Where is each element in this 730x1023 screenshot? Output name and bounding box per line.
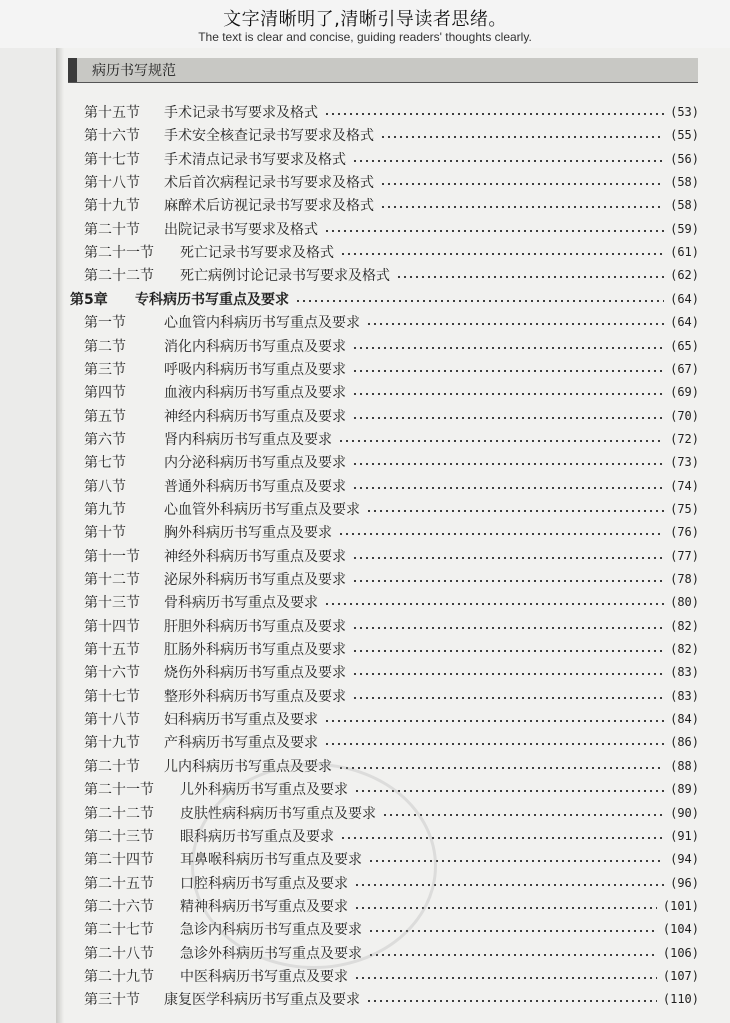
toc-entry-number: 第二十三节: [84, 828, 154, 845]
running-header-title: 病历书写规范: [92, 63, 176, 79]
toc-entry-number: 第八节: [84, 478, 126, 495]
toc-entry-number: 第五节: [84, 408, 126, 425]
toc-entry-title: 心血管外科病历书写重点及要求: [164, 501, 360, 518]
toc-dot-leader: [324, 113, 664, 115]
toc-page-number: (83): [670, 688, 699, 703]
toc-entry-title: 精神科病历书写重点及要求: [180, 898, 348, 915]
toc-entry-title: 骨科病历书写重点及要求: [164, 595, 318, 612]
toc-entry-number: 第六节: [84, 431, 126, 448]
toc-row: [84, 708, 699, 730]
toc-dot-leader: [366, 510, 664, 512]
toc-dot-leader: [366, 1000, 657, 1002]
toc-row: [84, 918, 699, 940]
toc-page-number: (76): [670, 525, 699, 540]
toc-row: [84, 755, 699, 777]
toc-entry-title: 消化内科病历书写重点及要求: [164, 338, 346, 355]
toc-row: [84, 171, 699, 193]
toc-page-number: (94): [670, 852, 699, 867]
toc-row: [84, 194, 699, 216]
toc-page-number: (58): [670, 198, 699, 213]
toc-row: [84, 218, 699, 240]
toc-page-number: (58): [670, 175, 699, 190]
toc-row: [84, 451, 699, 473]
toc-page-number: (64): [670, 291, 699, 306]
toc-entry-title: 麻醉术后访视记录书写要求及格式: [164, 198, 374, 215]
toc-page-number: (65): [670, 338, 699, 353]
toc-entry-title: 产科病历书写重点及要求: [164, 735, 318, 752]
toc-entry-title: 术后首次病程记录书写要求及格式: [164, 175, 374, 192]
toc-row: [84, 498, 699, 520]
toc-dot-leader: [352, 370, 664, 372]
toc-page-number: (73): [670, 455, 699, 470]
toc-page-number: (67): [670, 361, 699, 376]
toc-page-number: (53): [670, 105, 699, 119]
toc-row: [84, 148, 699, 170]
toc-entry-title: 死亡病例讨论记录书写要求及格式: [180, 268, 390, 285]
toc-entry-number: 第三十节: [84, 992, 140, 1009]
toc-dot-leader: [324, 720, 664, 722]
toc-page-number: (56): [670, 151, 699, 166]
toc-dot-leader: [380, 183, 664, 185]
toc-entry-title: 心血管内科病历书写重点及要求: [164, 315, 360, 332]
toc-dot-leader: [382, 814, 664, 816]
toc-row: [84, 475, 699, 497]
toc-row: [84, 825, 699, 847]
toc-page-number: (101): [662, 898, 699, 913]
toc-entry-title: 康复医学科病历书写重点及要求: [164, 992, 360, 1009]
toc-entry-number: 第二十节: [84, 758, 140, 775]
toc-entry-number: 第十二节: [84, 572, 140, 588]
toc-entry-title: 神经外科病历书写重点及要求: [164, 548, 346, 565]
toc-entry-number: 第十八节: [84, 175, 140, 192]
toc-dot-leader: [366, 323, 664, 325]
toc-page-number: (74): [670, 478, 699, 493]
toc-dot-leader: [352, 673, 664, 675]
toc-entry-title: 出院记录书写要求及格式: [164, 221, 318, 238]
toc-entry-title: 急诊外科病历书写重点及要求: [180, 945, 362, 962]
toc-row: [84, 615, 699, 637]
toc-entry-title: 泌尿外科病历书写重点及要求: [164, 572, 346, 588]
toc-chapter-row: [70, 288, 699, 310]
toc-page-number: (72): [670, 431, 699, 446]
toc-page-number: (55): [670, 128, 699, 143]
toc-page-number: (80): [670, 595, 699, 610]
toc-entry-number: 第七节: [84, 455, 126, 472]
toc-dot-leader: [368, 930, 657, 932]
toc-entry-number: 第十五节: [84, 642, 140, 659]
toc-entry-number: 第二十二节: [84, 268, 154, 285]
toc-entry-title: 手术安全核查记录书写要求及格式: [164, 128, 374, 145]
toc-entry-number: 第二十九节: [84, 968, 154, 985]
toc-entry-title: 口腔科病历书写重点及要求: [180, 875, 348, 892]
toc-dot-leader: [368, 954, 657, 956]
toc-row: [84, 778, 699, 800]
toc-entry-number: 第二十六节: [84, 898, 154, 915]
toc-entry-title: 妇科病历书写重点及要求: [164, 712, 318, 729]
toc-entry-title: 儿内科病历书写重点及要求: [164, 758, 332, 775]
promo-banner: [0, 0, 730, 48]
toc-entry-title: 神经内科病历书写重点及要求: [164, 408, 346, 425]
toc-page-number: (83): [670, 665, 699, 680]
toc-entry-title: 专科病历书写重点及要求: [135, 291, 289, 308]
toc-page-number: (84): [670, 712, 699, 727]
toc-entry-number: 第十七节: [84, 688, 140, 705]
toc-entry-number: 第十节: [84, 525, 126, 542]
toc-entry-title: 烧伤外科病历书写重点及要求: [164, 665, 346, 682]
toc-entry-number: 第二十二节: [84, 805, 154, 822]
toc-row: [84, 264, 699, 286]
toc-row: [84, 895, 699, 917]
toc-entry-number: 第二十节: [84, 221, 140, 238]
toc-entry-number: 第二十一节: [84, 245, 154, 262]
toc-entry-title: 死亡记录书写要求及格式: [180, 245, 334, 262]
toc-page-number: (75): [670, 501, 699, 516]
toc-row: [84, 661, 699, 683]
toc-entry-number: 第一节: [84, 315, 126, 332]
toc-row: [84, 872, 699, 894]
toc-dot-leader: [338, 440, 664, 442]
toc-entry-number: 第十七节: [84, 151, 140, 168]
toc-page-number: (61): [670, 245, 699, 260]
toc-dot-leader: [354, 977, 657, 979]
toc-row: [84, 335, 699, 357]
toc-dot-leader: [396, 276, 664, 278]
toc-entry-title: 内分泌科病历书写重点及要求: [164, 455, 346, 472]
toc-page-number: (107): [662, 968, 699, 983]
toc-dot-leader: [352, 650, 664, 652]
toc-page-number: (82): [670, 618, 699, 633]
toc-entry-number: 第三节: [84, 361, 126, 378]
toc-page-number: (69): [670, 385, 699, 400]
toc-row: [84, 848, 699, 870]
toc-page-number: (64): [670, 315, 699, 330]
toc-page-number: (78): [670, 572, 699, 586]
toc-entry-number: 第二十八节: [84, 945, 154, 962]
toc-row: [84, 568, 699, 590]
toc-row: [84, 685, 699, 707]
toc-row: [84, 521, 699, 543]
toc-row: [84, 428, 699, 450]
toc-page-number: (77): [670, 548, 699, 563]
toc-dot-leader: [354, 884, 664, 886]
toc-row: [84, 942, 699, 964]
toc-entry-title: 血液内科病历书写重点及要求: [164, 385, 346, 402]
toc-row: [84, 545, 699, 567]
toc-entry-title: 胸外科病历书写重点及要求: [164, 525, 332, 542]
toc-dot-leader: [340, 253, 664, 255]
toc-page-number: (110): [662, 992, 699, 1007]
toc-entry-number: 第十一节: [84, 548, 140, 565]
toc-page-number: (106): [662, 945, 699, 960]
toc-entry-title: 儿外科病历书写重点及要求: [180, 782, 348, 799]
toc-row: [84, 988, 699, 1010]
toc-dot-leader: [324, 603, 664, 605]
toc-page-number: (70): [670, 408, 699, 423]
toc-row: [84, 731, 699, 753]
toc-entry-title: 呼吸内科病历书写重点及要求: [164, 361, 346, 378]
toc-row: [84, 381, 699, 403]
toc-entry-title: 肛肠外科病历书写重点及要求: [164, 642, 346, 659]
toc-dot-leader: [352, 417, 664, 419]
toc-entry-number: 第十九节: [84, 198, 140, 215]
toc-entry-title: 肾内科病历书写重点及要求: [164, 431, 332, 448]
toc-page-number: (104): [662, 922, 699, 937]
toc-dot-leader: [368, 860, 664, 862]
toc-entry-title: 普通外科病历书写重点及要求: [164, 478, 346, 495]
toc-dot-leader: [352, 627, 664, 629]
toc-dot-leader: [354, 790, 664, 792]
banner-title: 文字清晰明了,清晰引导读者思绪。: [223, 9, 507, 30]
toc-dot-leader: [352, 160, 664, 162]
toc-entry-number: 第5章: [70, 291, 108, 308]
toc-row: [84, 101, 699, 123]
toc-dot-leader: [352, 697, 664, 699]
toc-row: [84, 124, 699, 146]
toc-entry-number: 第二节: [84, 338, 126, 355]
toc-entry-number: 第九节: [84, 501, 126, 518]
toc-row: [84, 591, 699, 613]
toc-row: [84, 311, 699, 333]
toc-entry-title: 耳鼻喉科病历书写重点及要求: [180, 852, 362, 869]
book-page: [56, 48, 730, 1023]
toc-dot-leader: [324, 230, 664, 232]
toc-dot-leader: [338, 767, 664, 769]
toc-page-number: (59): [670, 221, 699, 236]
toc-entry-number: 第十九节: [84, 735, 140, 752]
toc-row: [84, 405, 699, 427]
toc-dot-leader: [352, 487, 664, 489]
toc-entry-number: 第十八节: [84, 712, 140, 729]
toc-entry-title: 手术清点记录书写要求及格式: [164, 151, 346, 168]
toc-entry-number: 第四节: [84, 385, 126, 402]
toc-dot-leader: [324, 743, 664, 745]
toc-entry-title: 中医科病历书写重点及要求: [180, 968, 348, 985]
toc-row: [84, 358, 699, 380]
toc-entry-title: 手术记录书写要求及格式: [164, 105, 318, 121]
toc-dot-leader: [380, 136, 664, 138]
toc-entry-title: 眼科病历书写重点及要求: [180, 828, 334, 845]
toc-page-number: (62): [670, 268, 699, 283]
toc-page-number: (88): [670, 758, 699, 773]
toc-row: [84, 965, 699, 987]
toc-page-number: (90): [670, 805, 699, 820]
toc-dot-leader: [352, 463, 664, 465]
toc-entry-number: 第二十四节: [84, 852, 154, 869]
toc-row: [84, 241, 699, 263]
toc-entry-number: 第十五节: [84, 105, 140, 121]
banner-subtitle: The text is clear and concise, guiding readers' thoughts clearly.: [198, 30, 532, 44]
toc-entry-title: 整形外科病历书写重点及要求: [164, 688, 346, 705]
toc-entry-title: 皮肤性病科病历书写重点及要求: [180, 805, 376, 822]
toc-dot-leader: [352, 557, 664, 559]
toc-dot-leader: [340, 837, 664, 839]
toc-page-number: (86): [670, 735, 699, 750]
toc-page-number: (91): [670, 828, 699, 843]
toc-dot-leader: [338, 533, 664, 535]
toc-entry-number: 第十三节: [84, 595, 140, 612]
toc-row: [84, 802, 699, 824]
toc-entry-number: 第十四节: [84, 618, 140, 635]
toc-dot-leader: [352, 393, 664, 395]
toc-dot-leader: [352, 580, 664, 582]
table-of-contents: [56, 48, 730, 1023]
toc-entry-number: 第二十一节: [84, 782, 154, 799]
toc-entry-title: 急诊内科病历书写重点及要求: [180, 922, 362, 939]
toc-page-number: (89): [670, 782, 699, 797]
toc-entry-number: 第二十七节: [84, 922, 154, 939]
toc-row: [84, 638, 699, 660]
toc-dot-leader: [354, 907, 657, 909]
toc-dot-leader: [380, 206, 664, 208]
toc-page-number: (96): [670, 875, 699, 890]
toc-page-number: (82): [670, 642, 699, 657]
toc-entry-title: 肝胆外科病历书写重点及要求: [164, 618, 346, 635]
toc-entry-number: 第十六节: [84, 665, 140, 682]
toc-entry-number: 第二十五节: [84, 875, 154, 892]
toc-dot-leader: [352, 347, 664, 349]
toc-entry-number: 第十六节: [84, 128, 140, 145]
toc-dot-leader: [295, 300, 664, 302]
